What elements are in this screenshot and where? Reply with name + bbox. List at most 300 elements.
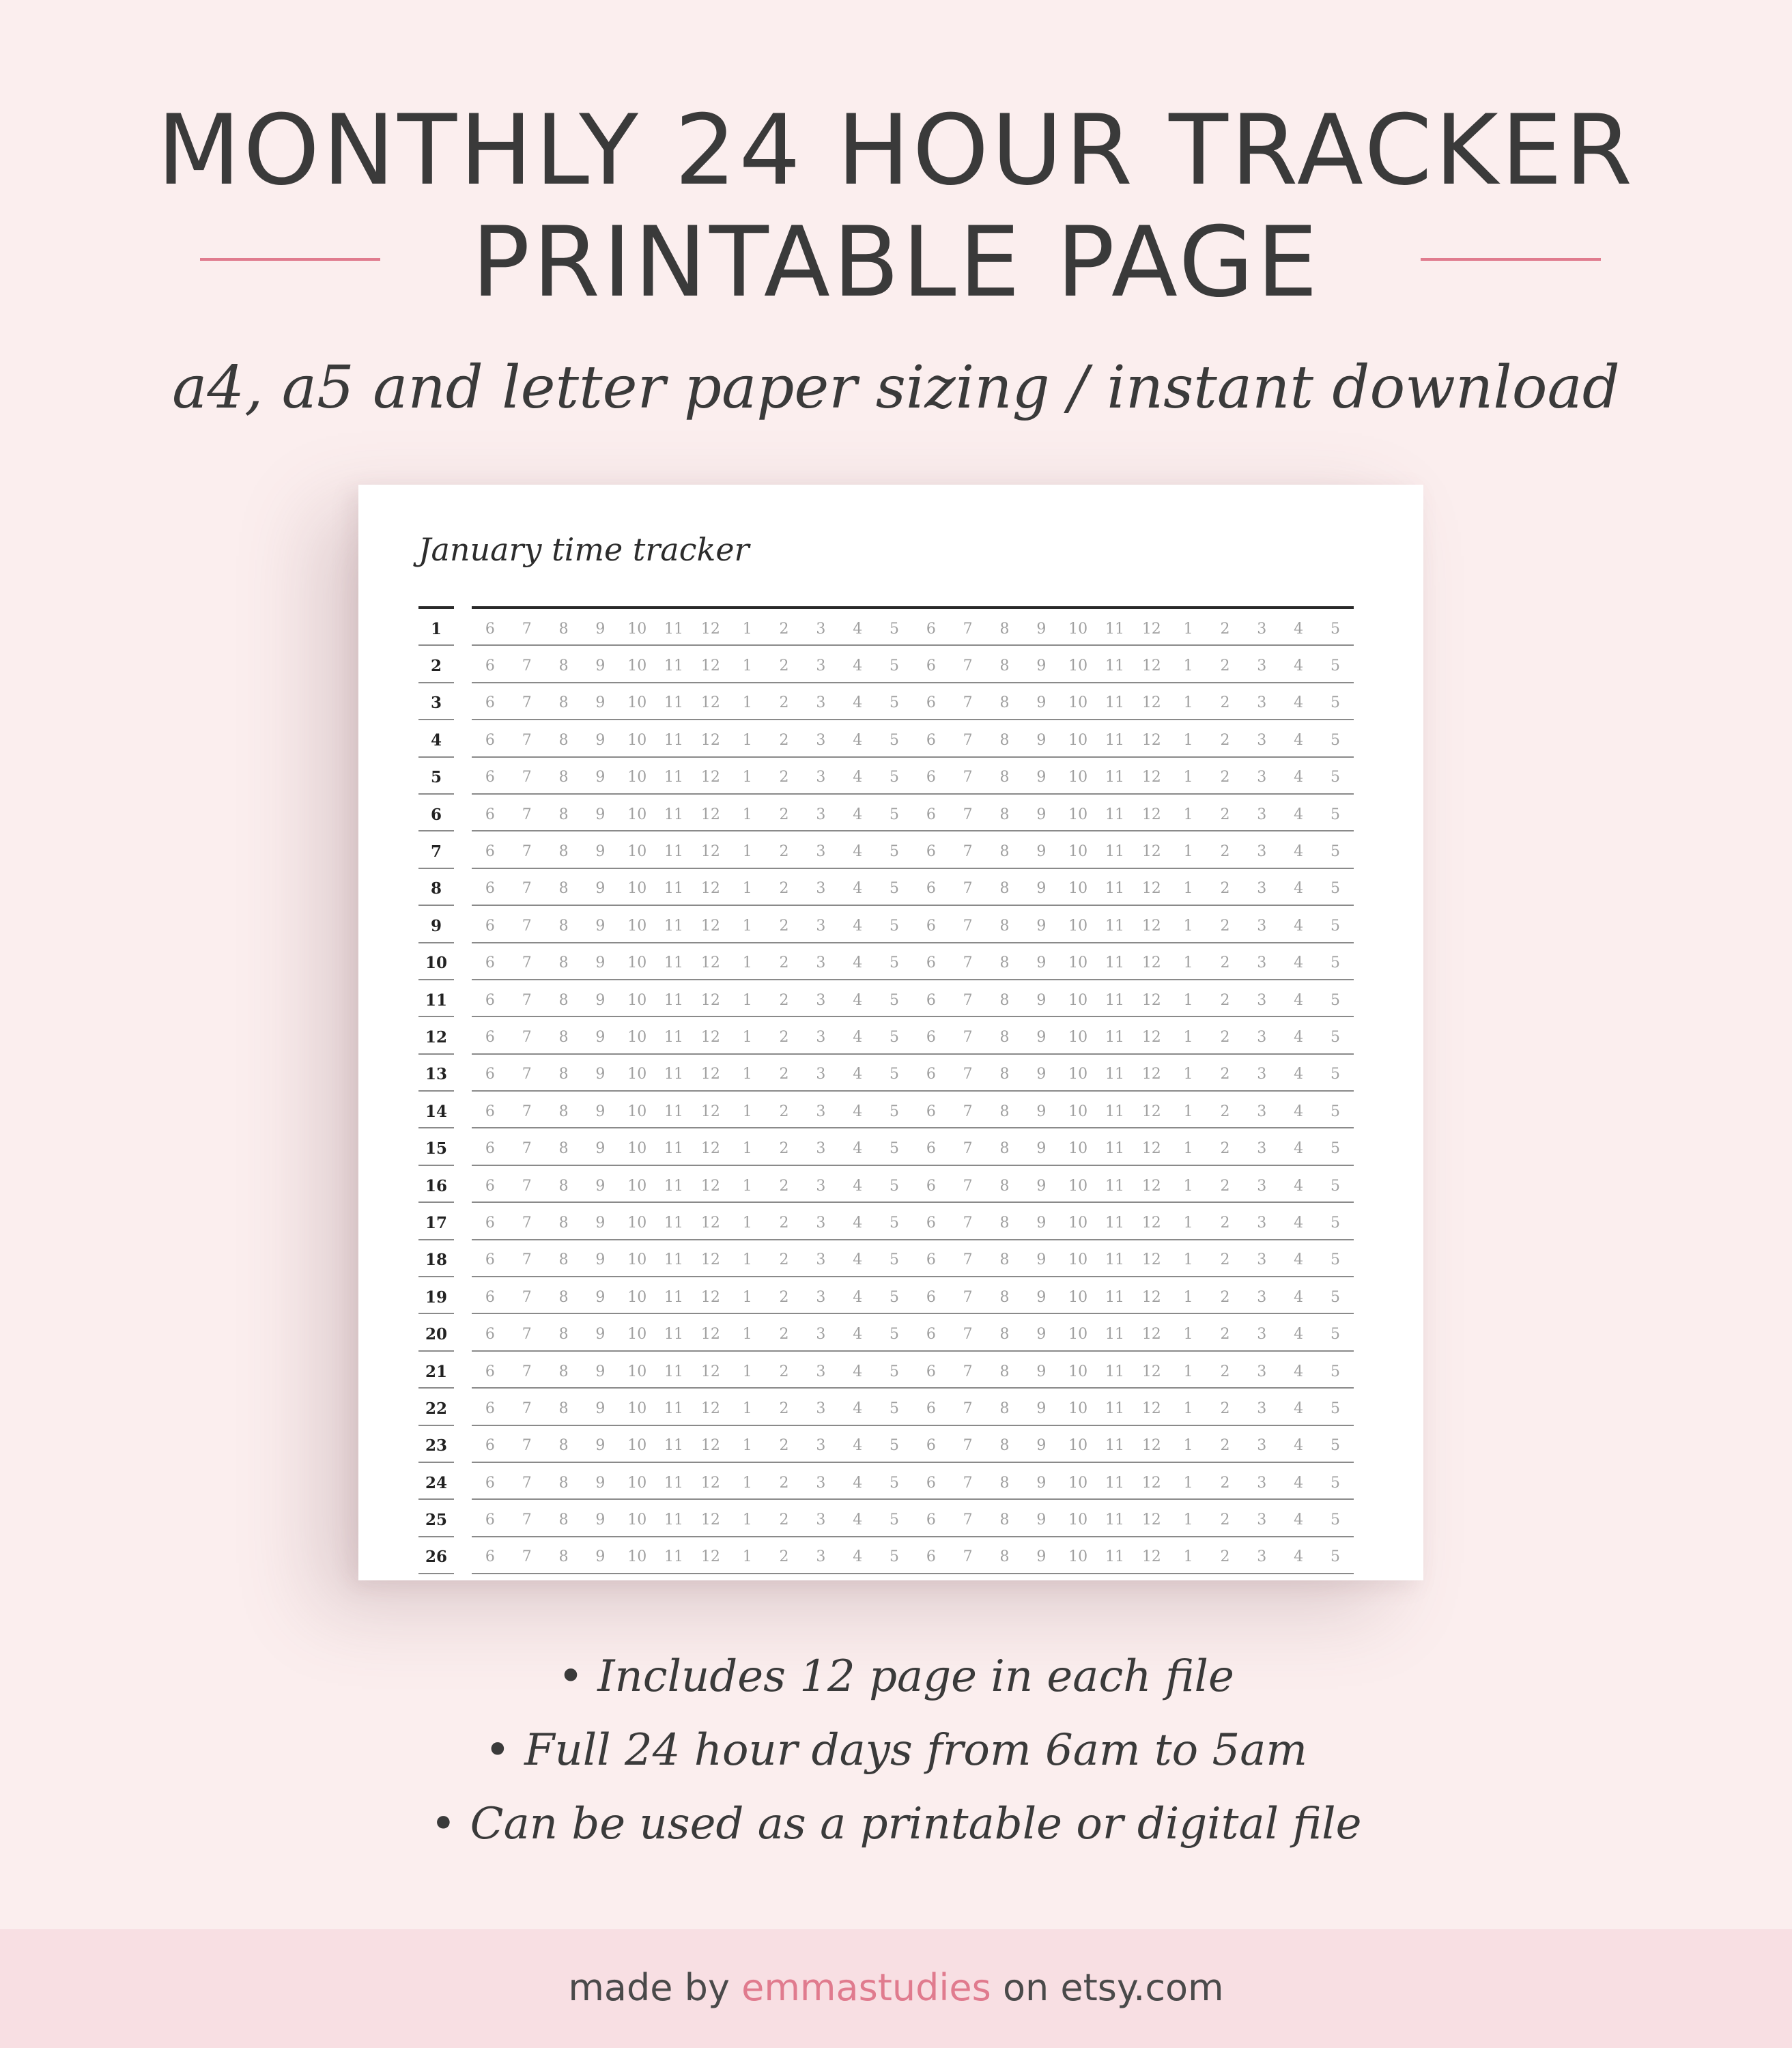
hour-cell[interactable]: 9: [595, 1103, 606, 1120]
hour-cell[interactable]: 2: [1220, 620, 1230, 638]
hour-cell[interactable]: 6: [485, 1548, 495, 1566]
hour-cell[interactable]: 12: [1141, 1511, 1161, 1529]
hour-cell[interactable]: 2: [1220, 880, 1230, 898]
hour-cell[interactable]: 7: [522, 954, 532, 972]
hour-cell[interactable]: 10: [1068, 657, 1088, 675]
hour-cell[interactable]: 11: [1105, 1363, 1124, 1380]
hour-cell[interactable]: 1: [742, 1363, 752, 1380]
hour-cell[interactable]: 4: [853, 991, 863, 1009]
hour-cell[interactable]: 5: [1330, 1548, 1340, 1566]
hour-cell[interactable]: 1: [742, 954, 752, 972]
hour-cell[interactable]: 2: [1220, 843, 1230, 861]
hour-cell[interactable]: 7: [963, 917, 973, 935]
hour-cell[interactable]: 1: [1183, 1066, 1193, 1083]
hour-cell[interactable]: 10: [1068, 1326, 1088, 1343]
hour-cell[interactable]: 5: [1330, 1066, 1340, 1083]
hour-cell[interactable]: 4: [1294, 1437, 1304, 1455]
hour-cell[interactable]: 9: [595, 1214, 606, 1232]
hour-cell[interactable]: 9: [595, 1177, 606, 1195]
hour-cell[interactable]: 8: [558, 1511, 569, 1529]
hour-cell[interactable]: 11: [664, 1140, 684, 1158]
hour-cell[interactable]: 9: [595, 991, 606, 1009]
hour-cell[interactable]: 6: [485, 769, 495, 786]
hour-cell[interactable]: 4: [1294, 1140, 1304, 1158]
hour-cell[interactable]: 7: [963, 1103, 973, 1120]
hour-cell[interactable]: 9: [1036, 917, 1047, 935]
hour-cell[interactable]: 11: [1105, 1326, 1124, 1343]
hour-cell[interactable]: 7: [963, 694, 973, 712]
hour-cell[interactable]: 9: [595, 1326, 606, 1343]
hour-cell[interactable]: 4: [1294, 991, 1304, 1009]
hour-cell[interactable]: 2: [779, 880, 789, 898]
hour-cell[interactable]: 8: [999, 1103, 1010, 1120]
hour-cell[interactable]: 11: [1105, 1548, 1124, 1566]
hour-cell[interactable]: 11: [664, 1066, 684, 1083]
hour-cell[interactable]: 3: [816, 731, 826, 749]
hour-cell[interactable]: 10: [627, 1326, 647, 1343]
hour-cell[interactable]: 3: [816, 1474, 826, 1492]
hour-cell[interactable]: 3: [816, 694, 826, 712]
hour-cell[interactable]: 2: [1220, 954, 1230, 972]
hour-cell[interactable]: 5: [1330, 1511, 1340, 1529]
hour-cell[interactable]: 10: [1068, 731, 1088, 749]
hour-cell[interactable]: 4: [1294, 1177, 1304, 1195]
hour-cell[interactable]: 12: [700, 694, 720, 712]
hour-cell[interactable]: 2: [779, 954, 789, 972]
hour-cell[interactable]: 10: [627, 991, 647, 1009]
hour-cell[interactable]: 2: [1220, 1103, 1230, 1120]
hour-cell[interactable]: 1: [742, 806, 752, 823]
hour-cell[interactable]: 9: [1036, 731, 1047, 749]
hour-cell[interactable]: 12: [1141, 1437, 1161, 1455]
hour-cell[interactable]: 12: [1141, 843, 1161, 861]
hour-cell[interactable]: 4: [1294, 880, 1304, 898]
hour-cell[interactable]: 7: [963, 1028, 973, 1046]
hour-cell[interactable]: 3: [1257, 1214, 1267, 1232]
hour-cell[interactable]: 2: [779, 694, 789, 712]
hour-cell[interactable]: 7: [522, 620, 532, 638]
hour-cell[interactable]: 5: [1330, 1474, 1340, 1492]
hour-cell[interactable]: 12: [700, 1363, 720, 1380]
hour-cell[interactable]: 2: [1220, 694, 1230, 712]
hour-cell[interactable]: 1: [1183, 991, 1193, 1009]
hour-cell[interactable]: 1: [742, 1177, 752, 1195]
hour-cell[interactable]: 8: [558, 620, 569, 638]
hour-cell[interactable]: 5: [890, 769, 900, 786]
hour-cell[interactable]: 3: [1257, 1437, 1267, 1455]
hour-cell[interactable]: 8: [999, 880, 1010, 898]
hour-cell[interactable]: 11: [664, 620, 684, 638]
hour-cell[interactable]: 4: [853, 731, 863, 749]
hour-cell[interactable]: 7: [522, 1251, 532, 1269]
hour-cell[interactable]: 5: [1330, 731, 1340, 749]
hour-cell[interactable]: 4: [1294, 1028, 1304, 1046]
hour-cell[interactable]: 12: [700, 1548, 720, 1566]
hour-cell[interactable]: 3: [1257, 917, 1267, 935]
hour-cell[interactable]: 7: [963, 1288, 973, 1306]
hour-cell[interactable]: 8: [999, 620, 1010, 638]
hour-cell[interactable]: 5: [1330, 806, 1340, 823]
hour-cell[interactable]: 2: [779, 1548, 789, 1566]
hour-cell[interactable]: 8: [558, 1103, 569, 1120]
hour-cell[interactable]: 1: [742, 731, 752, 749]
hour-cell[interactable]: 1: [742, 1288, 752, 1306]
hour-cell[interactable]: 8: [558, 1288, 569, 1306]
hour-cell[interactable]: 8: [999, 1251, 1010, 1269]
hour-cell[interactable]: 8: [999, 843, 1010, 861]
hour-cell[interactable]: 6: [485, 991, 495, 1009]
hour-cell[interactable]: 3: [816, 1363, 826, 1380]
hour-cell[interactable]: 6: [485, 880, 495, 898]
hour-cell[interactable]: 9: [1036, 769, 1047, 786]
hour-cell[interactable]: 5: [890, 917, 900, 935]
hour-cell[interactable]: 10: [1068, 1437, 1088, 1455]
hour-cell[interactable]: 2: [1220, 1474, 1230, 1492]
hour-cell[interactable]: 6: [926, 1399, 936, 1417]
hour-cell[interactable]: 9: [595, 880, 606, 898]
hour-cell[interactable]: 2: [1220, 769, 1230, 786]
hour-cell[interactable]: 7: [522, 991, 532, 1009]
hour-cell[interactable]: 8: [999, 1326, 1010, 1343]
hour-cell[interactable]: 11: [664, 1251, 684, 1269]
hour-cell[interactable]: 10: [1068, 880, 1088, 898]
hour-cell[interactable]: 6: [485, 1066, 495, 1083]
hour-cell[interactable]: 8: [999, 1511, 1010, 1529]
hour-cell[interactable]: 7: [522, 1326, 532, 1343]
hour-cell[interactable]: 5: [890, 1103, 900, 1120]
hour-cell[interactable]: 7: [522, 1511, 532, 1529]
hour-cell[interactable]: 3: [1257, 769, 1267, 786]
hour-cell[interactable]: 11: [664, 769, 684, 786]
hour-cell[interactable]: 6: [926, 1251, 936, 1269]
hour-cell[interactable]: 4: [853, 1511, 863, 1529]
hour-cell[interactable]: 10: [627, 880, 647, 898]
hour-cell[interactable]: 11: [1105, 991, 1124, 1009]
hour-cell[interactable]: 8: [558, 1028, 569, 1046]
hour-cell[interactable]: 5: [1330, 1214, 1340, 1232]
hour-cell[interactable]: 8: [558, 1214, 569, 1232]
hour-cell[interactable]: 12: [1141, 731, 1161, 749]
hour-cell[interactable]: 1: [1183, 806, 1193, 823]
hour-cell[interactable]: 7: [963, 1363, 973, 1380]
hour-cell[interactable]: 7: [963, 1066, 973, 1083]
hour-cell[interactable]: 9: [595, 694, 606, 712]
hour-cell[interactable]: 5: [1330, 1140, 1340, 1158]
hour-cell[interactable]: 11: [664, 1288, 684, 1306]
hour-cell[interactable]: 8: [999, 1399, 1010, 1417]
hour-cell[interactable]: 7: [963, 1548, 973, 1566]
hour-cell[interactable]: 1: [742, 1251, 752, 1269]
hour-cell[interactable]: 3: [816, 1177, 826, 1195]
hour-cell[interactable]: 6: [926, 1140, 936, 1158]
hour-cell[interactable]: 3: [1257, 694, 1267, 712]
hour-cell[interactable]: 11: [1105, 917, 1124, 935]
hour-cell[interactable]: 10: [627, 769, 647, 786]
hour-cell[interactable]: 5: [1330, 1251, 1340, 1269]
hour-cell[interactable]: 6: [926, 1437, 936, 1455]
hour-cell[interactable]: 7: [963, 620, 973, 638]
hour-cell[interactable]: 6: [926, 917, 936, 935]
hour-cell[interactable]: 7: [522, 1474, 532, 1492]
hour-cell[interactable]: 12: [1141, 991, 1161, 1009]
hour-cell[interactable]: 1: [1183, 917, 1193, 935]
hour-cell[interactable]: 7: [522, 1066, 532, 1083]
hour-cell[interactable]: 2: [779, 731, 789, 749]
hour-cell[interactable]: 7: [963, 1140, 973, 1158]
hour-cell[interactable]: 10: [627, 1363, 647, 1380]
hour-cell[interactable]: 11: [664, 1399, 684, 1417]
hour-cell[interactable]: 8: [558, 1177, 569, 1195]
hour-cell[interactable]: 6: [485, 1214, 495, 1232]
hour-cell[interactable]: 3: [1257, 1474, 1267, 1492]
hour-cell[interactable]: 6: [926, 620, 936, 638]
hour-cell[interactable]: 9: [595, 806, 606, 823]
hour-cell[interactable]: 3: [1257, 880, 1267, 898]
hour-cell[interactable]: 2: [779, 1437, 789, 1455]
hour-cell[interactable]: 1: [742, 991, 752, 1009]
hour-cell[interactable]: 5: [890, 1326, 900, 1343]
hour-cell[interactable]: 6: [485, 620, 495, 638]
hour-cell[interactable]: 5: [1330, 843, 1340, 861]
hour-cell[interactable]: 9: [1036, 991, 1047, 1009]
hour-cell[interactable]: 11: [664, 1548, 684, 1566]
hour-cell[interactable]: 4: [853, 1140, 863, 1158]
hour-cell[interactable]: 5: [890, 954, 900, 972]
hour-cell[interactable]: 10: [1068, 769, 1088, 786]
hour-cell[interactable]: 3: [1257, 1326, 1267, 1343]
hour-cell[interactable]: 9: [595, 657, 606, 675]
footer-brand-link[interactable]: emmastudies: [741, 1966, 991, 2009]
hour-cell[interactable]: 4: [853, 1251, 863, 1269]
hour-cell[interactable]: 7: [522, 917, 532, 935]
hour-cell[interactable]: 11: [1105, 1214, 1124, 1232]
hour-cell[interactable]: 10: [1068, 991, 1088, 1009]
hour-cell[interactable]: 2: [779, 1177, 789, 1195]
hour-cell[interactable]: 9: [595, 620, 606, 638]
hour-cell[interactable]: 9: [595, 954, 606, 972]
hour-cell[interactable]: 7: [522, 731, 532, 749]
hour-cell[interactable]: 5: [1330, 657, 1340, 675]
hour-cell[interactable]: 3: [816, 917, 826, 935]
hour-cell[interactable]: 3: [816, 1214, 826, 1232]
hour-cell[interactable]: 7: [522, 769, 532, 786]
hour-cell[interactable]: 10: [627, 694, 647, 712]
hour-cell[interactable]: 11: [664, 1511, 684, 1529]
hour-cell[interactable]: 1: [742, 843, 752, 861]
hour-cell[interactable]: 11: [664, 1474, 684, 1492]
hour-cell[interactable]: 3: [816, 1028, 826, 1046]
hour-cell[interactable]: 3: [816, 1066, 826, 1083]
hour-cell[interactable]: 7: [963, 1326, 973, 1343]
hour-cell[interactable]: 6: [926, 1103, 936, 1120]
hour-cell[interactable]: 1: [1183, 657, 1193, 675]
hour-cell[interactable]: 7: [963, 880, 973, 898]
hour-cell[interactable]: 11: [1105, 1288, 1124, 1306]
hour-cell[interactable]: 10: [1068, 1177, 1088, 1195]
hour-cell[interactable]: 10: [627, 843, 647, 861]
hour-cell[interactable]: 10: [1068, 1028, 1088, 1046]
hour-cell[interactable]: 7: [522, 1177, 532, 1195]
hour-cell[interactable]: 2: [1220, 1140, 1230, 1158]
hour-cell[interactable]: 5: [1330, 769, 1340, 786]
hour-cell[interactable]: 6: [485, 1437, 495, 1455]
hour-cell[interactable]: 8: [558, 1548, 569, 1566]
hour-cell[interactable]: 4: [1294, 1363, 1304, 1380]
hour-cell[interactable]: 3: [816, 1288, 826, 1306]
hour-cell[interactable]: 7: [522, 880, 532, 898]
hour-cell[interactable]: 9: [595, 1288, 606, 1306]
hour-cell[interactable]: 3: [1257, 1140, 1267, 1158]
hour-cell[interactable]: 12: [700, 917, 720, 935]
hour-cell[interactable]: 12: [700, 1103, 720, 1120]
hour-cell[interactable]: 6: [926, 731, 936, 749]
hour-cell[interactable]: 9: [1036, 1066, 1047, 1083]
hour-cell[interactable]: 4: [1294, 843, 1304, 861]
hour-cell[interactable]: 3: [1257, 1548, 1267, 1566]
hour-cell[interactable]: 12: [1141, 620, 1161, 638]
hour-cell[interactable]: 9: [1036, 1474, 1047, 1492]
hour-cell[interactable]: 5: [890, 1028, 900, 1046]
hour-cell[interactable]: 10: [1068, 917, 1088, 935]
hour-cell[interactable]: 11: [664, 954, 684, 972]
hour-cell[interactable]: 7: [963, 1177, 973, 1195]
hour-cell[interactable]: 3: [816, 880, 826, 898]
hour-cell[interactable]: 11: [664, 1214, 684, 1232]
hour-cell[interactable]: 2: [779, 991, 789, 1009]
hour-cell[interactable]: 7: [522, 1363, 532, 1380]
hour-cell[interactable]: 3: [1257, 1511, 1267, 1529]
hour-cell[interactable]: 7: [522, 1028, 532, 1046]
hour-cell[interactable]: 6: [926, 694, 936, 712]
hour-cell[interactable]: 1: [1183, 1177, 1193, 1195]
hour-cell[interactable]: 5: [1330, 1103, 1340, 1120]
hour-cell[interactable]: 8: [558, 769, 569, 786]
hour-cell[interactable]: 11: [664, 991, 684, 1009]
hour-cell[interactable]: 10: [627, 1511, 647, 1529]
hour-cell[interactable]: 8: [558, 1326, 569, 1343]
hour-cell[interactable]: 2: [779, 1363, 789, 1380]
hour-cell[interactable]: 11: [664, 806, 684, 823]
hour-cell[interactable]: 5: [890, 1214, 900, 1232]
hour-cell[interactable]: 1: [1183, 1214, 1193, 1232]
hour-cell[interactable]: 7: [963, 1399, 973, 1417]
hour-cell[interactable]: 3: [1257, 1028, 1267, 1046]
hour-cell[interactable]: 1: [742, 1548, 752, 1566]
hour-cell[interactable]: 10: [627, 1066, 647, 1083]
hour-cell[interactable]: 3: [1257, 1363, 1267, 1380]
hour-cell[interactable]: 2: [779, 1103, 789, 1120]
hour-cell[interactable]: 2: [779, 843, 789, 861]
hour-cell[interactable]: 11: [1105, 657, 1124, 675]
hour-cell[interactable]: 2: [779, 917, 789, 935]
hour-cell[interactable]: 9: [595, 843, 606, 861]
hour-cell[interactable]: 9: [595, 1474, 606, 1492]
hour-cell[interactable]: 12: [1141, 1326, 1161, 1343]
hour-cell[interactable]: 10: [627, 1288, 647, 1306]
hour-cell[interactable]: 8: [999, 1363, 1010, 1380]
hour-cell[interactable]: 1: [742, 769, 752, 786]
hour-cell[interactable]: 4: [853, 1177, 863, 1195]
hour-cell[interactable]: 12: [1141, 954, 1161, 972]
hour-cell[interactable]: 5: [890, 806, 900, 823]
hour-cell[interactable]: 12: [700, 769, 720, 786]
hour-cell[interactable]: 5: [1330, 880, 1340, 898]
hour-cell[interactable]: 12: [700, 1326, 720, 1343]
hour-cell[interactable]: 4: [1294, 1399, 1304, 1417]
hour-cell[interactable]: 7: [963, 1437, 973, 1455]
hour-cell[interactable]: 10: [1068, 806, 1088, 823]
hour-cell[interactable]: 2: [1220, 991, 1230, 1009]
hour-cell[interactable]: 7: [963, 991, 973, 1009]
hour-cell[interactable]: 12: [700, 843, 720, 861]
hour-cell[interactable]: 7: [522, 1140, 532, 1158]
hour-cell[interactable]: 1: [742, 1474, 752, 1492]
hour-cell[interactable]: 3: [1257, 731, 1267, 749]
hour-cell[interactable]: 9: [1036, 1177, 1047, 1195]
hour-cell[interactable]: 9: [595, 769, 606, 786]
hour-cell[interactable]: 6: [485, 917, 495, 935]
hour-cell[interactable]: 11: [1105, 769, 1124, 786]
hour-cell[interactable]: 8: [999, 769, 1010, 786]
hour-cell[interactable]: 6: [926, 1474, 936, 1492]
hour-cell[interactable]: 4: [853, 1326, 863, 1343]
hour-cell[interactable]: 9: [1036, 657, 1047, 675]
hour-cell[interactable]: 9: [1036, 843, 1047, 861]
hour-cell[interactable]: 9: [595, 1028, 606, 1046]
hour-cell[interactable]: 1: [742, 917, 752, 935]
hour-cell[interactable]: 12: [700, 731, 720, 749]
hour-cell[interactable]: 10: [1068, 620, 1088, 638]
hour-cell[interactable]: 1: [1183, 1399, 1193, 1417]
hour-cell[interactable]: 6: [485, 1511, 495, 1529]
hour-cell[interactable]: 11: [664, 1028, 684, 1046]
hour-cell[interactable]: 6: [485, 1474, 495, 1492]
hour-cell[interactable]: 9: [595, 1140, 606, 1158]
hour-cell[interactable]: 11: [664, 731, 684, 749]
hour-cell[interactable]: 12: [700, 1066, 720, 1083]
hour-cell[interactable]: 9: [1036, 1399, 1047, 1417]
hour-cell[interactable]: 5: [890, 1177, 900, 1195]
hour-cell[interactable]: 2: [1220, 657, 1230, 675]
hour-cell[interactable]: 3: [816, 1548, 826, 1566]
hour-cell[interactable]: 10: [627, 731, 647, 749]
hour-cell[interactable]: 5: [1330, 1177, 1340, 1195]
hour-cell[interactable]: 10: [1068, 1214, 1088, 1232]
hour-cell[interactable]: 12: [1141, 1399, 1161, 1417]
hour-cell[interactable]: 5: [890, 1288, 900, 1306]
hour-cell[interactable]: 5: [1330, 954, 1340, 972]
hour-cell[interactable]: 4: [853, 1028, 863, 1046]
hour-cell[interactable]: 8: [999, 694, 1010, 712]
hour-cell[interactable]: 7: [522, 1288, 532, 1306]
hour-cell[interactable]: 3: [1257, 954, 1267, 972]
hour-cell[interactable]: 1: [1183, 954, 1193, 972]
hour-cell[interactable]: 6: [485, 1326, 495, 1343]
hour-cell[interactable]: 8: [558, 1140, 569, 1158]
hour-cell[interactable]: 4: [1294, 694, 1304, 712]
hour-cell[interactable]: 12: [1141, 806, 1161, 823]
hour-cell[interactable]: 5: [890, 1474, 900, 1492]
hour-cell[interactable]: 5: [890, 1251, 900, 1269]
hour-cell[interactable]: 6: [485, 1028, 495, 1046]
hour-cell[interactable]: 11: [664, 880, 684, 898]
hour-cell[interactable]: 9: [1036, 1251, 1047, 1269]
hour-cell[interactable]: 5: [890, 620, 900, 638]
hour-cell[interactable]: 5: [1330, 917, 1340, 935]
hour-cell[interactable]: 12: [700, 1214, 720, 1232]
hour-cell[interactable]: 1: [742, 1511, 752, 1529]
hour-cell[interactable]: 6: [485, 1251, 495, 1269]
